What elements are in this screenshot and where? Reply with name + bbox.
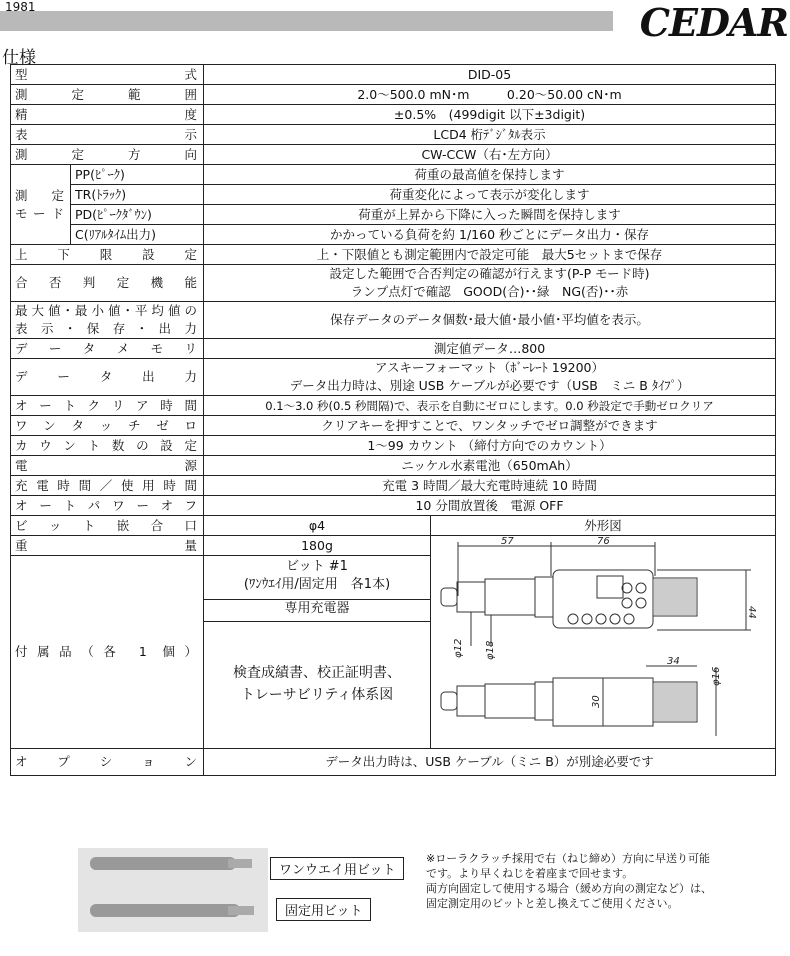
dim-label: 76 (597, 536, 610, 547)
spec-row-mode (11, 205, 776, 225)
spec-value: φ4 (204, 516, 431, 536)
spec-value (204, 359, 776, 396)
dim-label: 57 (501, 536, 514, 547)
spec-value: LCD4 桁ﾃﾞｼﾞﾀﾙ表示 (204, 125, 776, 145)
clutch-note (426, 851, 712, 911)
note-line: ※ローラクラッチ採用で右（ねじ締め）方向に早送り可能 (426, 852, 710, 865)
spec-label: 精 度 (11, 105, 204, 125)
spec-label: オ プ シ ョ ン (11, 749, 204, 776)
spec-label: オートパワーオフ (11, 496, 204, 516)
dim-label: φ18 (485, 640, 497, 660)
spec-row-count (11, 436, 776, 456)
mode-name: TR(ﾄﾗｯｸ) (71, 185, 204, 205)
outline-drawing-cell (431, 536, 776, 749)
header-bar (0, 11, 613, 31)
spec-row-power (11, 456, 776, 476)
spec-value-line: 設定した範囲で合否判定の確認が行えます(P-P モード時) (329, 266, 650, 281)
spec-row-mode (11, 185, 776, 205)
spec-row-mode (11, 225, 776, 245)
spec-row-model (11, 65, 776, 85)
spec-row-charge (11, 476, 776, 496)
spec-value-line: データ出力時は、別途 USB ケーブルが必要です（USB ミニ B ﾀｲﾌﾟ） (289, 378, 690, 393)
outline-drawing (431, 536, 776, 748)
spec-value: 上・下限値とも測定範囲内で設定可能 最大5セットまで保存 (204, 245, 776, 265)
note-line: 両方向固定して使用する場合（緩め方向の測定など）は、 (426, 882, 712, 895)
spec-label: オートクリア時間 (11, 396, 204, 416)
spec-row-direction (11, 145, 776, 165)
outline-heading: 外形図 (431, 516, 776, 536)
spec-value: 充電 3 時間／最大充電時連続 10 時間 (204, 476, 776, 496)
spec-label (11, 302, 204, 339)
page-number: 1981 (5, 0, 36, 14)
mode-desc: 荷重変化によって表示が変化します (204, 185, 776, 205)
mode-label-line: モード (15, 205, 66, 221)
spec-value: クリアキーを押すことで、ワンタッチでゼロ調整ができます (204, 416, 776, 436)
spec-row-bit (11, 516, 776, 536)
spec-value: 0.1～3.0 秒(0.5 秒間隔)で、表示を自動にゼロにします。0.0 秒設定で手動ゼロクリア (204, 396, 776, 416)
bit-photo (78, 848, 268, 932)
spec-row-range (11, 85, 776, 105)
spec-value: 測定値データ…800 (204, 339, 776, 359)
spec-label: 付属品（各 1 個） (11, 556, 204, 749)
spec-label: 電 源 (11, 456, 204, 476)
spec-row-accuracy (11, 105, 776, 125)
dim-label: 34 (667, 656, 680, 667)
accessory-list (204, 556, 431, 749)
mode-desc: かかっている負荷を約 1/160 秒ごとにデータ出力・保存 (204, 225, 776, 245)
spec-label: デ ー タ 出 力 (11, 359, 204, 396)
note-line: です。より早くねじを着座まで回せます。 (426, 867, 634, 880)
brand-logo: CEDAR (639, 0, 788, 45)
spec-row-zero (11, 416, 776, 436)
spec-value: 10 分間放置後 電源 OFF (204, 496, 776, 516)
spec-value: データ出力時は、USB ケーブル（ミニ B）が別途必要です (204, 749, 776, 776)
spec-label-line: 表 示 ･ 保 存 ･ 出 力 (15, 321, 200, 336)
dim-label: φ16 (711, 666, 723, 686)
mode-name: PD(ﾋﾟｰｸﾀﾞｳﾝ) (71, 205, 204, 225)
spec-row-output (11, 359, 776, 396)
spec-label: 充電時間／使用時間 (11, 476, 204, 496)
spec-row-memory (11, 339, 776, 359)
dim-label: φ12 (453, 638, 465, 658)
mode-desc: 荷重が上昇から下降に入った瞬間を保持します (204, 205, 776, 225)
spec-label: 上 下 限 設 定 (11, 245, 204, 265)
section-title: 仕様 (2, 48, 36, 68)
note-line: 固定測定用のビットと差し換えてご使用ください。 (426, 897, 679, 910)
accessory-line: トレーサビリティ体系図 (240, 687, 394, 704)
mode-desc: 荷重の最高値を保持します (204, 165, 776, 185)
spec-row-judge (11, 265, 776, 302)
accessory-charger: 専用充電器 (204, 600, 430, 622)
spec-row-stats (11, 302, 776, 339)
spec-label: 測 定 範 囲 (11, 85, 204, 105)
accessory-bit (204, 556, 430, 600)
spec-row-mode (11, 165, 776, 185)
spec-label: カウント数の設定 (11, 436, 204, 456)
spec-row-autooff (11, 496, 776, 516)
spec-label: ビ ッ ト 嵌 合 口 (11, 516, 204, 536)
accessory-line: (ﾜﾝｳｴｲ用/固定用 各1本) (243, 577, 391, 593)
spec-value-line: アスキーフォーマット（ﾎﾞｰﾚｰﾄ 19200） (375, 360, 605, 375)
dim-label: 44 (746, 606, 758, 619)
spec-value-line: ランプ点灯で確認 GOOD(合)･･緑 NG(否)･･赤 (350, 284, 629, 299)
accessory-line: ビット #1 (286, 559, 348, 575)
mode-name: C(ﾘｱﾙﾀｲﾑ出力) (71, 225, 204, 245)
spec-value: 1～99 カウント （締付方向でのカウント） (204, 436, 776, 456)
fixed-bit-label: 固定用ビット (276, 898, 371, 921)
spec-row-autoclear (11, 396, 776, 416)
spec-label-line: 最大値･最小値･平均値の (15, 303, 200, 318)
spec-row-limit (11, 245, 776, 265)
spec-value: CW-CCW（右･左方向） (204, 145, 776, 165)
spec-label: ワ ン タ ッ チ ゼ ロ (11, 416, 204, 436)
mode-name: PP(ﾋﾟｰｸ) (71, 165, 204, 185)
spec-value: ±0.5% (499digit 以下±3digit) (204, 105, 776, 125)
spec-label: 測 定 方 向 (11, 145, 204, 165)
mode-label-line: 測 定 (15, 187, 66, 203)
accessory-cert (204, 622, 430, 706)
spec-label: 重 量 (11, 536, 204, 556)
spec-label: デ ー タ メ モ リ (11, 339, 204, 359)
spec-label: 型 式 (11, 65, 204, 85)
spec-value: DID-05 (204, 65, 776, 85)
spec-value: ニッケル水素電池（650mAh） (204, 456, 776, 476)
spec-row-weight (11, 536, 776, 556)
spec-row-display (11, 125, 776, 145)
spec-value: 保存データのデータ個数･最大値･最小値･平均値を表示。 (204, 302, 776, 339)
spec-value: 180g (204, 536, 431, 556)
spec-label: 合 否 判 定 機 能 (11, 265, 204, 302)
oneway-bit-label: ワンウエイ用ビット (270, 857, 404, 880)
spec-row-option (11, 749, 776, 776)
spec-label: 表 示 (11, 125, 204, 145)
spec-table (10, 64, 776, 776)
spec-value: 2.0～500.0 mN･m 0.20～50.00 cN･m (204, 85, 776, 105)
accessory-line: 検査成績書、校正証明書、 (233, 665, 402, 682)
dim-label: 30 (591, 695, 603, 708)
mode-label (11, 165, 71, 245)
spec-value (204, 265, 776, 302)
